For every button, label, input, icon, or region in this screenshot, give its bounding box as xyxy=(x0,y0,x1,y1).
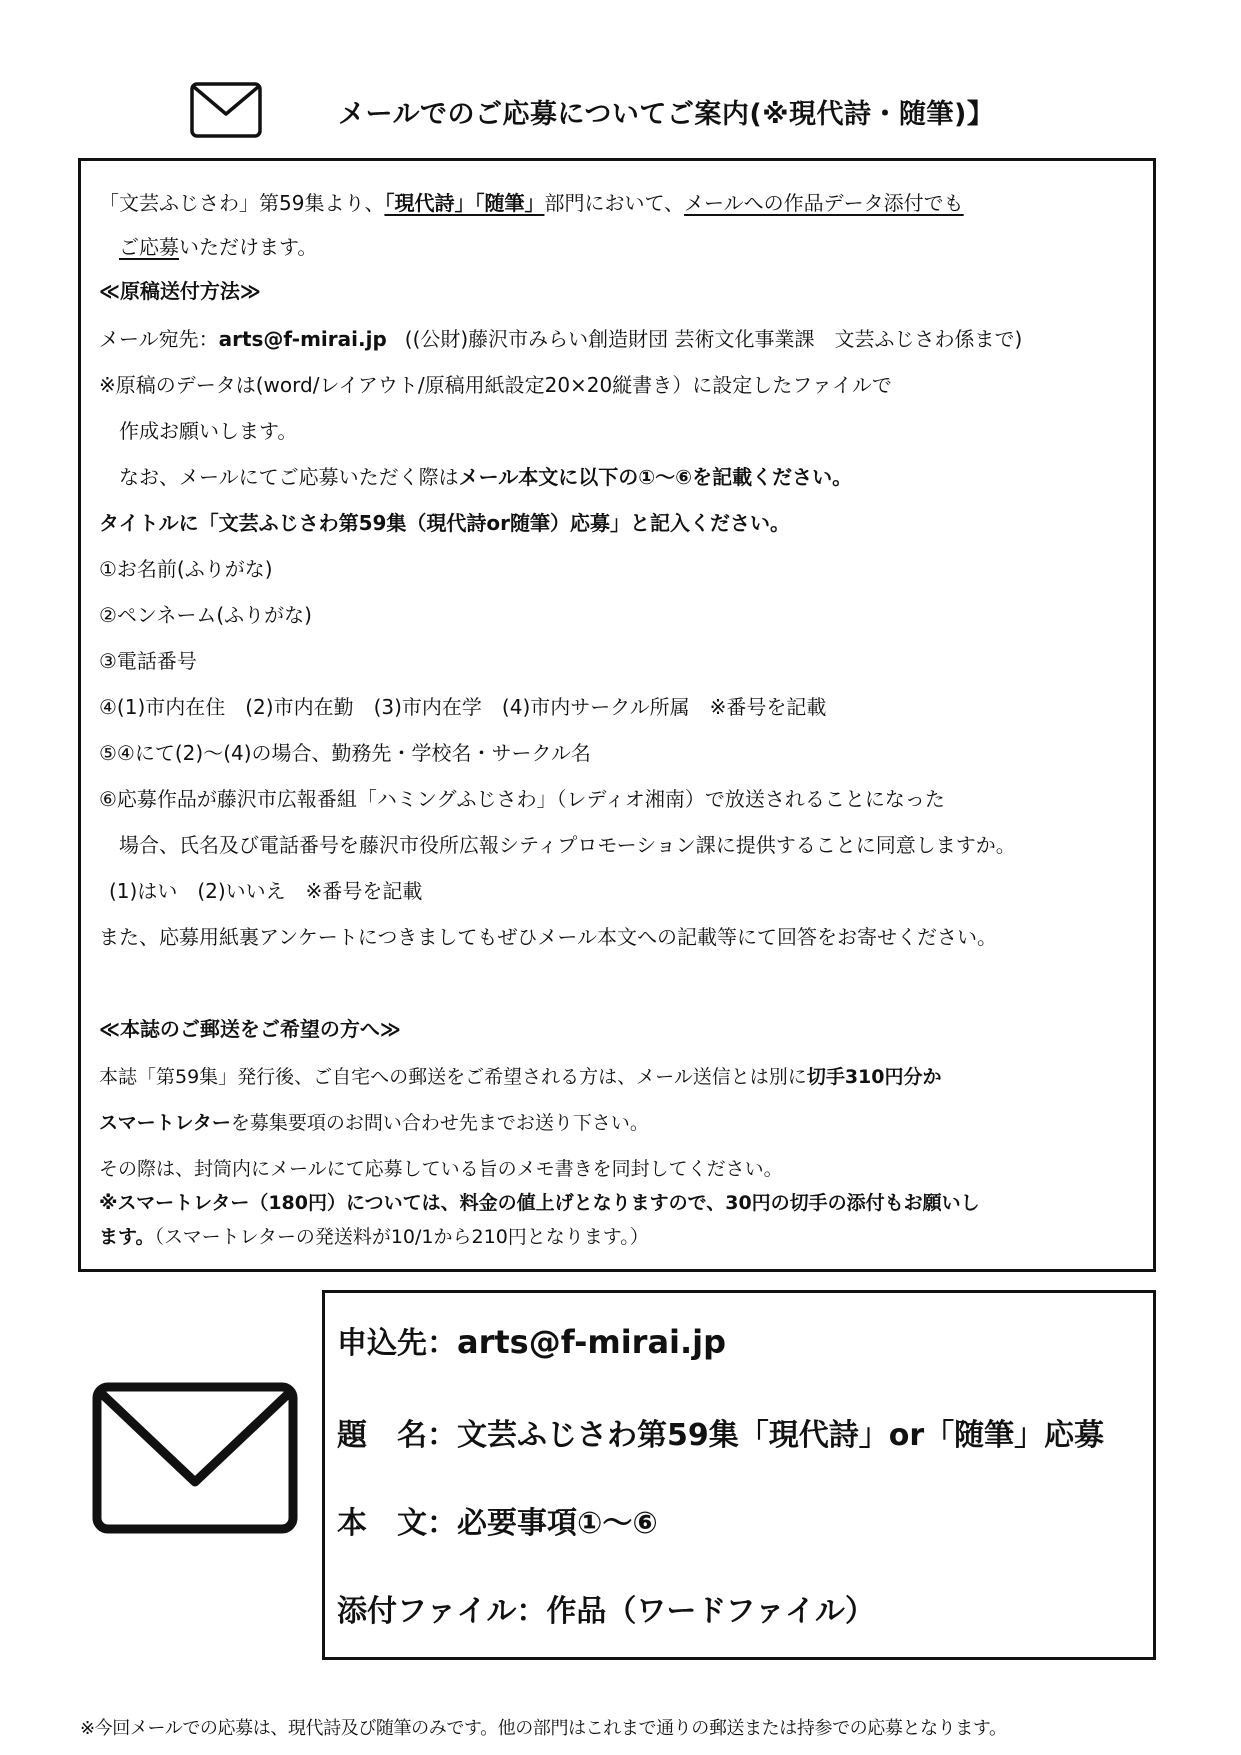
method-heading: ≪原稿送付方法≫ xyxy=(99,279,261,303)
application-subject: 題 名：文芸ふじさわ第59集「現代詩」or「随筆」応募 xyxy=(337,1418,1105,1453)
mail-paragraph-1: 本誌「第59集」発行後、ご自宅への郵送をご希望される方は、メール送信とは別に切手310円分か xyxy=(99,1066,942,1088)
mail-heading: ≪本誌のご郵送をご希望の方へ≫ xyxy=(99,1017,401,1041)
envelope-icon xyxy=(190,82,262,138)
survey-note: また、応募用紙裏アンケートにつきましてもぜひメール本文への記載等にて回答をお寄せください。 xyxy=(99,925,997,949)
format-note-2: 作成お願いします。 xyxy=(119,419,298,443)
format-note-1: ※原稿のデータは(word/レイアウト/原稿用紙設定20×20縦書き）に設定したファイルで xyxy=(99,373,892,397)
smart-letter-note: ※スマートレター（180円）については、料金の値上げとなりますので、30円の切手の添付もお願いし xyxy=(99,1192,980,1214)
list-item-options: (1)はい (2)いいえ ※番号を記載 xyxy=(109,879,423,903)
title-instruction: タイトルに「文芸ふじさわ第59集（現代詩or随筆）応募」と記入ください。 xyxy=(99,511,791,535)
info-box xyxy=(78,158,1156,1272)
email-address: arts@f-mirai.jp xyxy=(218,327,387,351)
intro-line-1: 「文芸ふじさわ」第59集より、「現代詩」「随筆」部門において、メールへの作品データ添付でも xyxy=(99,191,964,215)
list-item: ⑤④にて(2)～(4)の場合、勤務先・学校名・サークル名 xyxy=(99,741,591,765)
mail-paragraph-2: スマートレターを募集要項のお問い合わせ先までお送り下さい。 xyxy=(99,1112,649,1134)
application-attachment: 添付ファイル：作品（ワードファイル） xyxy=(337,1594,875,1629)
application-body: 本 文：必要事項①～⑥ xyxy=(337,1506,658,1541)
smart-letter-note-end: ます。（スマートレターの発送料が10/1から210円となります。） xyxy=(99,1226,649,1248)
intro-line-2: ご応募いただけます。 xyxy=(119,235,318,259)
list-item: ③電話番号 xyxy=(99,649,197,673)
page-title: メールでのご応募についてご案内(※現代詩・随筆)】 xyxy=(338,99,995,130)
envelope-large-icon xyxy=(92,1382,298,1534)
list-item: ②ペンネーム(ふりがな) xyxy=(99,603,312,627)
email-attachment-note: メールへの作品データ添付でも xyxy=(684,191,964,215)
application-box xyxy=(322,1290,1156,1660)
format-note-3: なお、メールにてご応募いただく際はメール本文に以下の①～⑥を記載ください。 xyxy=(119,465,853,489)
mail-paragraph-3: その際は、封筒内にメールにて応募している旨のメモ書きを同封してください。 xyxy=(99,1158,783,1180)
application-email: arts@f-mirai.jp xyxy=(457,1323,727,1361)
mail-address-line: メール宛先：arts@f-mirai.jp ((公財)藤沢市みらい創造財団 芸術文化事業課 文芸ふじさわ係まで) xyxy=(99,327,1023,351)
application-to: 申込先：arts@f-mirai.jp xyxy=(337,1323,727,1361)
category-names: 「現代詩」「随筆」 xyxy=(384,191,545,215)
list-item: ⑥応募作品が藤沢市広報番組「ハミングふじさわ」（レディオ湘南）で放送されることになった xyxy=(99,787,945,811)
list-item-continuation: 場合、氏名及び電話番号を藤沢市役所広報シティプロモーション課に提供することに同意しますか。 xyxy=(119,833,1016,857)
footnote: ※今回メールでの応募は、現代詩及び随筆のみです。他の部門はこれまで通りの郵送または持参での応募となります。 xyxy=(80,1718,1007,1739)
list-item: ④(1)市内在住 (2)市内在勤 (3)市内在学 (4)市内サークル所属 ※番号を記載 xyxy=(99,695,827,719)
list-item: ①お名前(ふりがな) xyxy=(99,557,273,581)
